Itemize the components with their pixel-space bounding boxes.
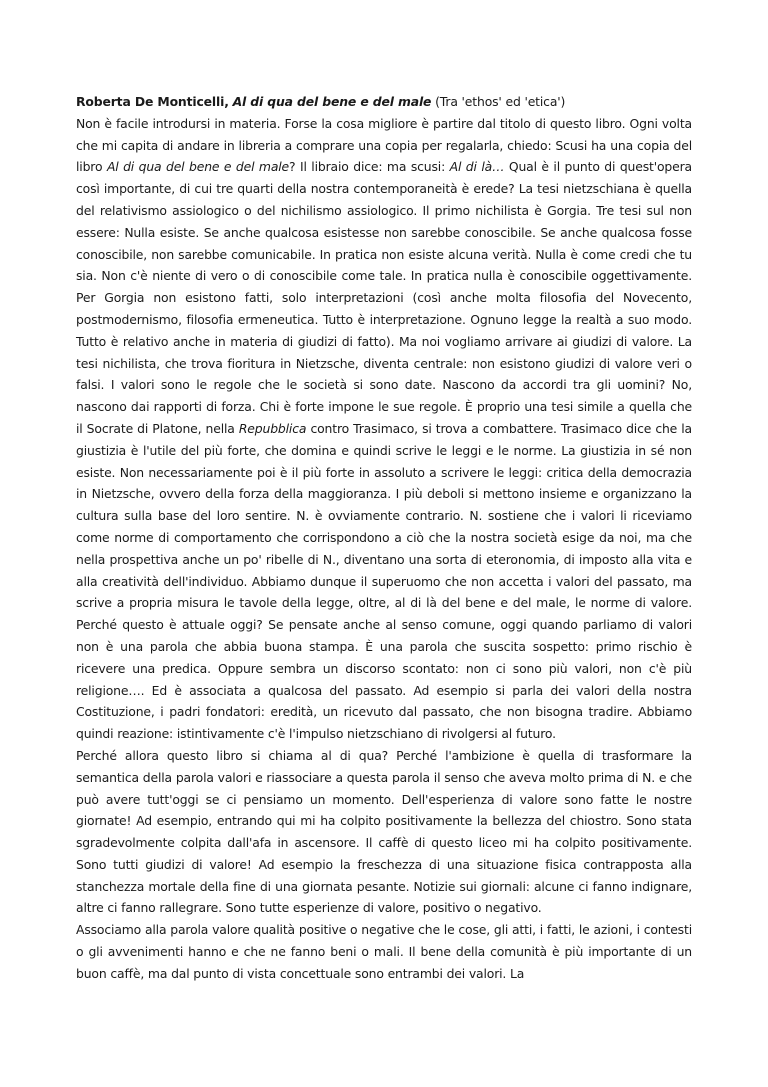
- document-page: [76, 91, 692, 985]
- paragraph-1-text-a: Non è facile introdursi in materia. Forse la cosa migliore è partire dal titolo di questo libro. Ogni volta che mi capita di andare in libreria a comprare una copia per regalarla, chiedo: Scusi ha una copia del libro: [76, 115, 692, 175]
- book-title: Al di qua del bene e del male: [232, 94, 432, 109]
- paragraph-3: Associamo alla parola valore qualità positive o negative che le cose, gli atti, i fatti, le azioni, i contesti o gli avvenimenti hanno e che ne fanno beni o mali. Il bene della comunità è più importante di un buon caffè, ma dal punto di vista concettuale sono entrambi dei valori. La: [76, 922, 692, 981]
- paragraph-1-text-c: ? Il libraio dice: ma scusi:: [289, 159, 446, 175]
- paragraph-1-repubblica: Repubblica: [238, 420, 307, 436]
- paragraph-1-text-e: Qual è il punto di quest'opera così importante, di cui tre quarti della nostra contemporaneità è erede? La tesi nietzschiana è quella del relativismo assiologico o del nichilismo assiologico. Il primo nichilista è Gorgia. Tre tesi sul non essere: Nulla esiste. Se anche qualcosa esistesse non sarebbe conoscibile. Se anche qualcosa fosse conoscibile, non sarebbe comunicabile. In pratica non esiste alcuna verità. Nulla è come credi che tu sia. Non c'è niente di vero o di conoscibile come tale. In pratica nulla è conoscibile oggettivamente. Per Gorgia non esistono fatti, solo interpretazioni (così anche molta filosofia del Novecento, postmodernismo, filosofia ermeneutica. Tutto è interpretazione. Ognuno legge la realtà a suo modo. Tutto è relativo anche in materia di giudizi di fatto). Ma noi vogliamo arrivare ai giudizi di valore. La tesi nichilista, che trova fioritura in Nietzsche, diventa centrale: non esistono giudizi di valore veri o falsi. I valori sono le regole che le società si sono date. Nascono da accordi tra gli uomini? No, nascono dai rapporti di forza. Chi è forte impone le sue regole. È proprio una tesi simile a quella che il Socrate di Platone, nella: [76, 159, 693, 436]
- paragraph-1: [76, 113, 692, 745]
- paragraph-1-book-title: Al di qua del bene e del male: [106, 159, 290, 175]
- author-name: Roberta De Monticelli,: [76, 94, 229, 109]
- heading-subtitle: (Tra 'ethos' ed 'etica'): [435, 94, 566, 109]
- document-heading: [76, 91, 692, 113]
- paragraph-1-al-di-la: Al di là…: [449, 159, 505, 175]
- paragraph-2: Perché allora questo libro si chiama al di qua? Perché l'ambizione è quella di trasformare la semantica della parola valori e riassociare a questa parola il senso che aveva molto prima di N. e che può avere tutt'oggi se ci pensiamo un momento. Dell'esperienza di valore sono fatte le nostre giornate! Ad esempio, entrando qui mi ha colpito positivamente la bellezza del chiostro. Sono stata sgradevolmente colpita dall'afa in ascensore. Il caffè di questo liceo mi ha colpito positivamente. Sono tutti giudizi di valore! Ad esempio la freschezza di una situazione fisica contrapposta alla stanchezza mortale della fine di una giornata pesante. Notizie sui giornali: alcune ci fanno indignare, altre ci fanno rallegrare. Sono tutte esperienze di valore, positivo o negativo.: [76, 747, 692, 916]
- paragraph-1-text-g: contro Trasimaco, si trova a combattere. Trasimaco dice che la giustizia è l'utile del più forte, che domina e quindi scrive le leggi e le norme. La giustizia in sé non esiste. Non necessariamente poi è il più forte in assoluto a scrivere le leggi: critica della democrazia in Nietzsche, ovvero della forza della maggioranza. I più deboli si mettono insieme e organizzano la cultura sulla base del loro sentire. N. è ovviamente contrario. N. sostiene che i valori li riceviamo come norme di comportamento che corrispondono a ciò che la nostra società esige da noi, ma che nella prospettiva anche un po' ribelle di N., diventano una sorta di eteronomia, di imposto alla vita e alla creatività dell'individuo. Abbiamo dunque il superuomo che non accetta i valori del passato, ma scrive a propria misura le tavole della legge, oltre, al di là del bene e del male, le norme di valore. Perché questo è attuale oggi? Se pensate anche al senso comune, oggi quando parliamo di valori non è una parola che abbia buona stampa. È una parola che suscita sospetto: primo rischio è ricevere una predica. Oppure sembra un discorso scontato: non ci sono più valori, non c'è più religione…. Ed è associata a qualcosa del passato. Ad esempio si parla dei valori della nostra Costituzione, i padri fondatori: eredità, un ricevuto dal passato, che non bisogna tradire. Abbiamo quindi reazione: istintivamente c'è l'impulso nietzschiano di rivolgersi al futuro.: [76, 420, 692, 742]
